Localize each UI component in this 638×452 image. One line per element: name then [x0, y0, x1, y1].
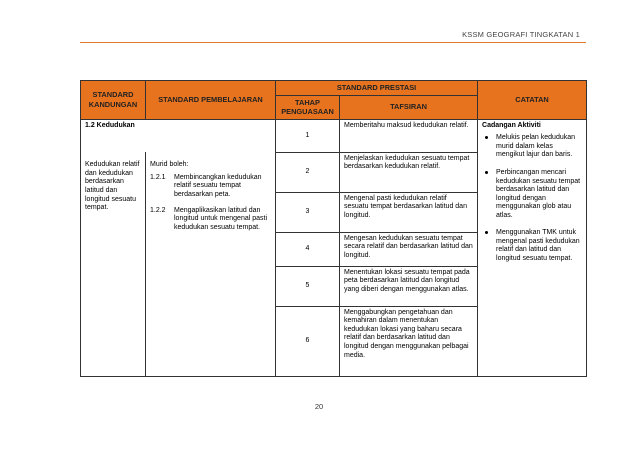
header-standard-prestasi: STANDARD PRESTASI: [276, 81, 478, 96]
level-number: 1: [276, 119, 340, 152]
level-description: Menentukan lokasi sesuatu tempat pada peta berdasarkan latitud dan longitud yang diberi dengan menggunakan atlas.: [340, 266, 478, 306]
header-rule: [80, 42, 586, 43]
level-description: Mengesan kedudukan sesuatu tempat secara relatif dan berdasarkan latitud dan longitud.: [340, 232, 478, 266]
pembelajaran-item: [150, 174, 271, 200]
header-catatan: CATATAN: [478, 81, 587, 120]
pembelajaran-code: 1.2.1: [150, 173, 166, 181]
document-header-title: KSSM GEOGRAFI TINGKATAN 1: [462, 30, 580, 39]
activity-list: [482, 134, 582, 263]
level-number: 4: [276, 232, 340, 266]
activity-item: Menggunakan TMK untuk mengenal pasti kedudukan relatif dan latitud dan longitud sesuatu tempat.: [496, 229, 582, 263]
header-tahap-penguasaan: TAHAP PENGUASAAN: [276, 95, 340, 119]
level-number: 3: [276, 192, 340, 232]
catatan-cell: [478, 119, 587, 376]
kandungan-cell: [81, 152, 146, 376]
header-standard-kandungan: STANDARD KANDUNGAN: [81, 81, 146, 120]
level-description: Memberitahu maksud kedudukan relatif.: [340, 119, 478, 152]
topic-title: 1.2 Kedudukan: [81, 119, 276, 152]
pembelajaran-text: Membincangkan kedudukan relatif sesuatu tempat berdasarkan peta.: [174, 173, 262, 198]
kandungan-text: Kedudukan relatif dan kedudukan berdasarkan latitud dan longitud sesuatu tempat.: [85, 161, 140, 212]
curriculum-table: [80, 80, 587, 377]
activity-item: Melukis pelan kedudukan murid dalam kelas mengikut lajur dan baris.: [496, 134, 582, 160]
level-number: 5: [276, 266, 340, 306]
pembelajaran-intro: Murid boleh:: [150, 161, 189, 169]
header-standard-pembelajaran: STANDARD PEMBELAJARAN: [146, 81, 276, 120]
page-number: 20: [314, 402, 324, 411]
activity-item: Perbincangan mencari kedudukan sesuatu tempat berdasarkan latitud dan longitud dengan menggunakan glob atau atlas.: [496, 169, 581, 219]
level-number: 2: [276, 152, 340, 192]
catatan-heading: Cadangan Aktiviti: [482, 121, 541, 129]
level-description: Menggabungkan pengetahuan dan kemahiran dalam menentukan kedudukan lokasi yang baharu secara relatif dan berdasarkan latitud dan longitud dengan menggunakan pelbagai media.: [340, 306, 478, 376]
pembelajaran-code: 1.2.2: [150, 206, 166, 214]
level-number: 6: [276, 306, 340, 376]
pembelajaran-item: [150, 207, 271, 233]
header-tafsiran: TAFSIRAN: [340, 95, 478, 119]
pembelajaran-cell: [146, 152, 276, 376]
level-description: Mengenal pasti kedudukan relatif sesuatu tempat berdasarkan latitud dan longitud.: [340, 192, 478, 232]
pembelajaran-text: Mengaplikasikan latitud dan longitud untuk mengenal pasti kedudukan sesuatu tempat.: [174, 206, 268, 231]
level-description: Menjelaskan kedudukan sesuatu tempat berdasarkan kedudukan relatif.: [340, 152, 478, 192]
